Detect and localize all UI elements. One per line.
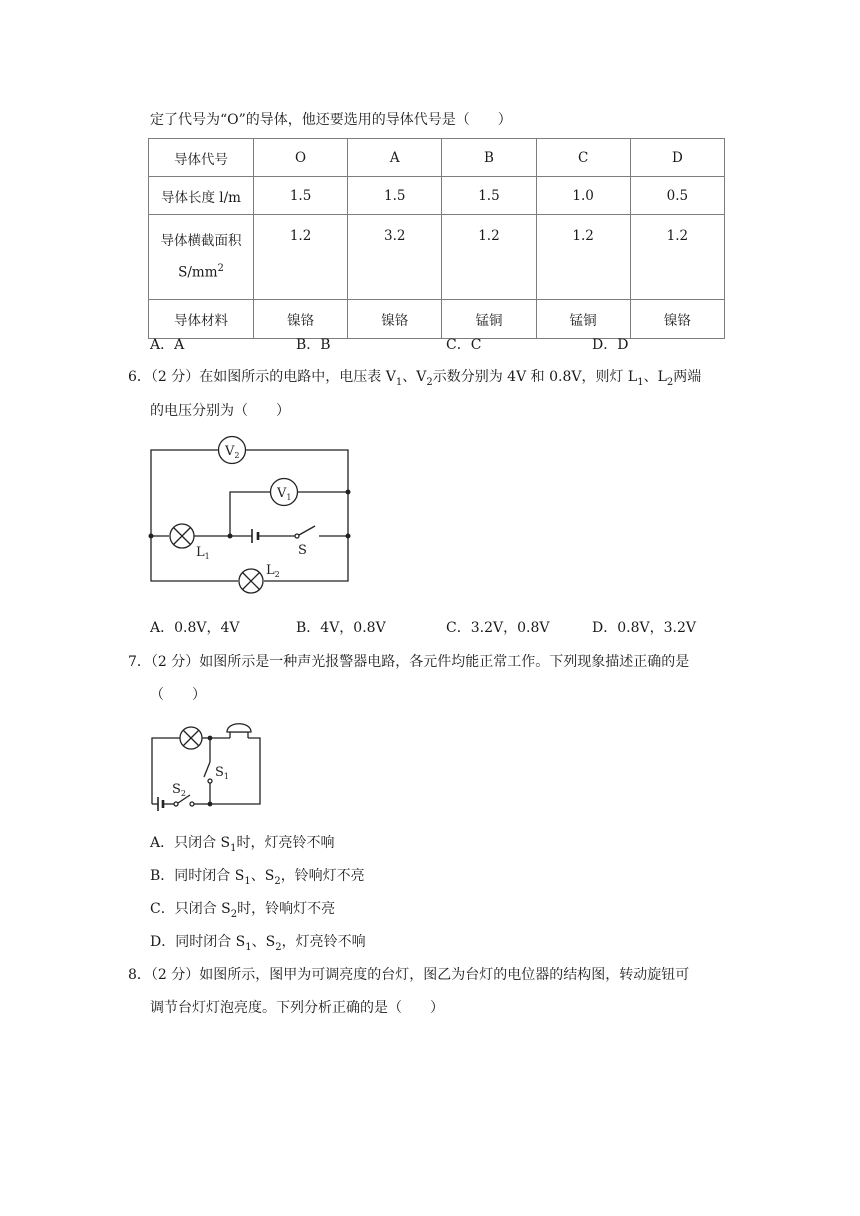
q6-circuit-diagram [140, 432, 360, 592]
s1-label: $S_1$ [215, 765, 229, 781]
q8-number: 8． [128, 967, 151, 983]
q6-text: 、V [402, 369, 427, 385]
table-cell: 1.5 [254, 177, 348, 215]
s2-label: $S_2$ [172, 782, 186, 798]
q6-text: 在如图所示的电路中，电压表 V [199, 369, 396, 385]
q8-text: 如图所示，图甲为可调亮度的台灯，图乙为台灯的电位器的结构图，转动旋钮可 [199, 967, 690, 983]
table-row [149, 177, 725, 215]
table-cell: 3.2 [348, 215, 442, 300]
q6-text: 两端 [673, 369, 702, 385]
q8-line1 [128, 965, 689, 985]
table-header-cell [149, 215, 254, 300]
q6-option-b: B．4V，0.8V [296, 620, 386, 636]
table-header-cell: 导体代号 [149, 139, 254, 177]
table-cell: 1.2 [630, 215, 724, 300]
conductor-table [148, 138, 725, 339]
q7-number: 7． [128, 654, 151, 670]
q6-sub: 1 [637, 376, 644, 388]
q5-option-b: B．B [296, 337, 331, 353]
q7-text: 如图所示是一种声光报警器电路，各元件均能正常工作。下列现象描述正确的是 [199, 654, 690, 670]
q6-sub: 1 [395, 376, 403, 388]
q5-option-c: C．C [446, 337, 482, 353]
l1-label: $L_1$ [196, 545, 210, 561]
table-cell: A [348, 139, 442, 177]
table-row [149, 139, 725, 177]
q8-score: （2 分） [150, 967, 200, 983]
table-cell: 0.5 [630, 177, 724, 215]
table-cell: 1.2 [442, 215, 536, 300]
q6-option-a: A．0.8V，4V [150, 620, 240, 636]
q7-circuit-diagram [148, 714, 278, 814]
table-cell: 1.2 [254, 215, 348, 300]
q7-line1 [128, 652, 689, 672]
q6-sub: 2 [426, 376, 433, 388]
table-cell: 镍铬 [254, 300, 348, 339]
q6-option-c: C．3.2V，0.8V [446, 620, 550, 636]
table-cell: D [630, 139, 724, 177]
table-cell: 1.2 [536, 215, 630, 300]
q5-intro-line: 定了代号为“O”的导体，他还要选用的导体代号是（ ） [150, 112, 512, 128]
table-row [149, 300, 725, 339]
v2-label: $V_2$ [225, 444, 240, 460]
q5-option-a: A．A [150, 337, 185, 353]
q6-option-d: D．0.8V，3.2V [592, 620, 696, 636]
table-header-cell: 导体材料 [149, 300, 254, 339]
header-line2: S/mm [178, 264, 218, 281]
table-cell: O [254, 139, 348, 177]
q7-score: （2 分） [150, 654, 200, 670]
q6-sub: 2 [666, 376, 674, 388]
q7-option-c: C．只闭合 $S_2$时，铃响灯不亮 [150, 901, 336, 920]
q6-number: 6． [128, 369, 151, 385]
q7-option-b: B．同时闭合 $S_1$、$S_2$，铃响灯不亮 [150, 868, 365, 887]
q7-line2: （ ） [150, 687, 206, 703]
q6-score: （2 分） [150, 369, 200, 385]
q6-line1 [128, 367, 701, 393]
q5-option-d: D．D [592, 337, 629, 353]
q6-text: 、L [643, 369, 667, 385]
q6-line2: 的电压分别为（ ） [150, 403, 290, 419]
q7-option-a: A．只闭合 $S_1$时，灯亮铃不响 [150, 835, 335, 854]
table-cell: 1.0 [536, 177, 630, 215]
table-row [149, 215, 725, 300]
table-cell: 1.5 [348, 177, 442, 215]
l2-label: $L_2$ [266, 563, 280, 579]
header-sup: 2 [217, 263, 224, 275]
table-cell: 镍铬 [348, 300, 442, 339]
q7-option-d: D．同时闭合 $S_1$、$S_2$，灯亮铃不响 [150, 934, 366, 953]
v1-label: $V_1$ [277, 486, 292, 502]
table-cell: B [442, 139, 536, 177]
table-cell: C [536, 139, 630, 177]
q6-text: 示数分别为 4V 和 0.8V，则灯 L [432, 369, 638, 385]
switch-s-label: S [298, 543, 307, 558]
table-cell: 1.5 [442, 177, 536, 215]
header-line1: 导体横截面积 [160, 233, 242, 250]
q8-line2: 调节台灯灯泡亮度。下列分析正确的是（ ） [150, 1000, 444, 1016]
table-cell: 锰铜 [442, 300, 536, 339]
table-header-cell: 导体长度 l/m [149, 177, 254, 215]
table-cell: 镍铬 [630, 300, 724, 339]
table-cell: 锰铜 [536, 300, 630, 339]
